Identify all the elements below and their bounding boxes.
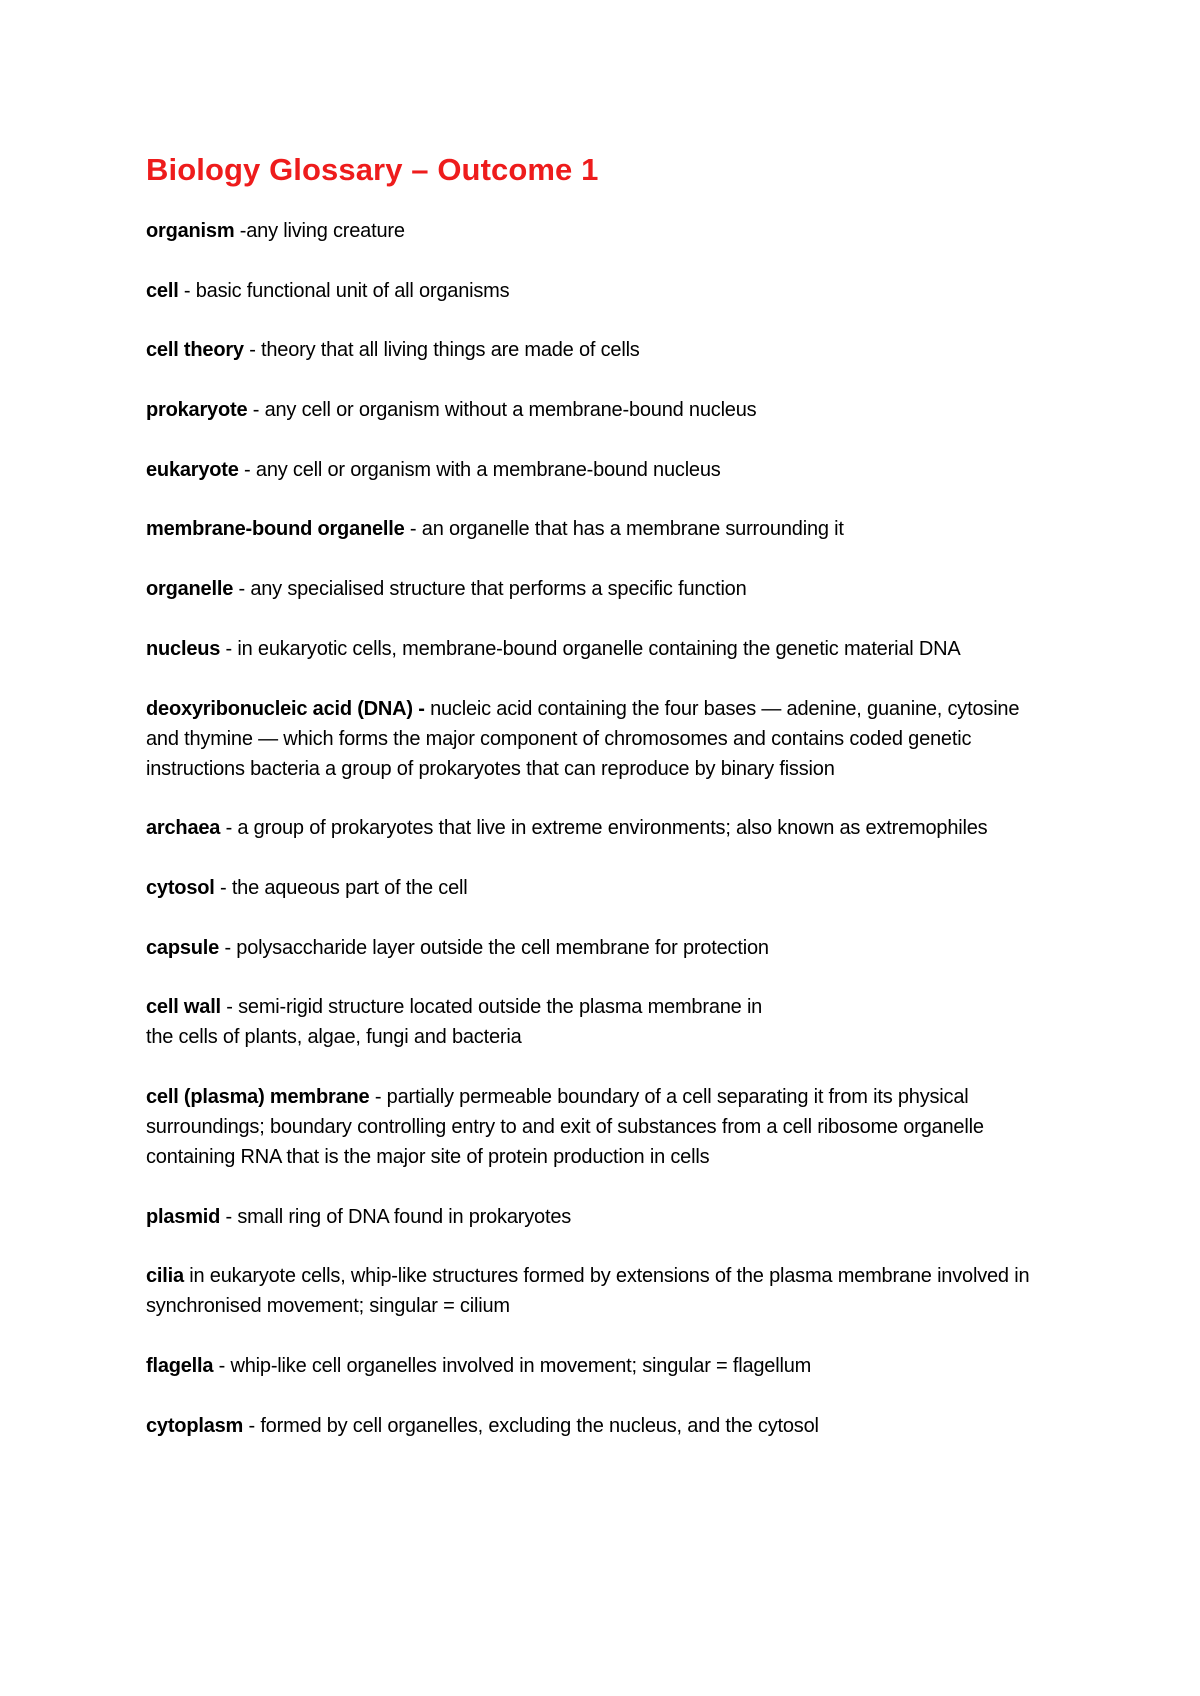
glossary-definition: formed by cell organelles, excluding the nucleus, and the cytosol — [260, 1414, 819, 1437]
glossary-entry — [146, 813, 1050, 843]
glossary-definition: basic functional unit of all organisms — [195, 279, 510, 302]
separator: - — [219, 936, 237, 959]
glossary-entry — [146, 873, 1050, 903]
glossary-term: plasmid — [146, 1205, 221, 1228]
glossary-term: eukaryote — [146, 458, 239, 481]
glossary-entry — [146, 634, 1050, 664]
glossary-term: organism — [146, 220, 235, 242]
glossary-entry — [146, 276, 1050, 306]
separator: - — [243, 339, 262, 362]
glossary-entry — [146, 694, 1050, 784]
glossary-term: prokaryote — [146, 399, 248, 422]
glossary-term: organelle — [146, 578, 234, 601]
separator: - — [243, 1414, 261, 1437]
glossary-term: nucleus — [146, 637, 221, 660]
glossary-term: deoxyribonucleic acid (DNA) - — [146, 697, 425, 720]
glossary-entry — [146, 216, 1050, 246]
glossary-definition: partially permeable boundary of a cell separating it from its physical surroundings; boundary controlling entry to and exit of substances from a cell ribosome organelle containing RNA that is the major site of protein production in cells — [146, 1085, 984, 1168]
glossary-term: cytosol — [146, 876, 215, 899]
glossary-definition: any living creature — [246, 220, 405, 242]
glossary-term: cell theory — [146, 339, 244, 362]
separator: - — [233, 578, 251, 601]
glossary-definition: semi-rigid structure located outside the plasma membrane in — [238, 996, 763, 1019]
glossary-entry — [146, 335, 1050, 365]
glossary-entry — [146, 574, 1050, 604]
glossary-definition: whip-like cell organelles involved in movement; singular = flagellum — [230, 1355, 812, 1377]
glossary-term: cytoplasm — [146, 1414, 244, 1437]
glossary-definition-continued: the cells of plants, algae, fungi and bacteria — [146, 1026, 522, 1049]
separator: - — [247, 399, 265, 422]
separator: - — [369, 1085, 387, 1108]
glossary-term: cell (plasma) membrane — [146, 1085, 370, 1108]
glossary-definition: an organelle that has a membrane surrounding it — [421, 518, 844, 541]
separator: - — [213, 1355, 231, 1377]
glossary-term: archaea — [146, 817, 221, 840]
glossary-definition: nucleic acid containing the four bases — adenine, guanine, cytosine and thymine — which forms the major component of chromosomes and contains coded genetic instructions bacteria a group of prokaryotes that can reproduce by binary fission — [146, 697, 1020, 780]
glossary-definition: a group of prokaryotes that live in extreme environments; also known as extremophiles — [237, 817, 988, 840]
separator: - — [178, 279, 196, 302]
glossary-entry — [146, 1351, 1050, 1381]
glossary-entry — [146, 1082, 1050, 1172]
glossary-entry — [146, 1202, 1050, 1232]
glossary-term: cell wall — [146, 996, 221, 1019]
glossary-entry — [146, 1411, 1050, 1441]
glossary-term: capsule — [146, 936, 220, 959]
glossary-definition: in eukaryotic cells, membrane-bound organelle containing the genetic material DNA — [237, 637, 961, 660]
glossary-entry — [146, 455, 1050, 485]
glossary-definition: any cell or organism without a membrane-bound nucleus — [264, 399, 757, 422]
page-title: Biology Glossary – Outcome 1 — [146, 152, 599, 187]
separator: - — [220, 637, 238, 660]
separator: - — [404, 518, 422, 541]
glossary-definition: the aqueous part of the cell — [231, 876, 468, 899]
glossary-list — [146, 216, 1050, 1441]
glossary-entry — [146, 395, 1050, 425]
glossary-definition: any specialised structure that performs a specific function — [250, 578, 747, 601]
glossary-entry — [146, 514, 1050, 544]
glossary-definition: any cell or organism with a membrane-bound nucleus — [255, 458, 721, 481]
glossary-entry — [146, 933, 1050, 963]
separator: - — [220, 1205, 238, 1228]
glossary-entry — [146, 992, 1050, 1052]
glossary-definition: theory that all living things are made of cells — [261, 339, 640, 362]
glossary-definition: polysaccharide layer outside the cell membrane for protection — [236, 936, 769, 959]
glossary-definition: in eukaryote cells, whip-like structures formed by extensions of the plasma membrane involved in synchronised movement; singular = cilium — [146, 1265, 1030, 1318]
separator: - — [238, 458, 256, 481]
separator: - — [234, 220, 247, 242]
glossary-term: cell — [146, 279, 179, 302]
glossary-term: membrane-bound organelle — [146, 518, 405, 541]
glossary-term: cilia — [146, 1265, 184, 1288]
separator: - — [220, 996, 239, 1019]
glossary-definition: small ring of DNA found in prokaryotes — [237, 1205, 572, 1228]
glossary-entry — [146, 1261, 1050, 1321]
glossary-term: flagella — [146, 1355, 214, 1377]
separator: - — [220, 817, 238, 840]
separator: - — [214, 876, 232, 899]
